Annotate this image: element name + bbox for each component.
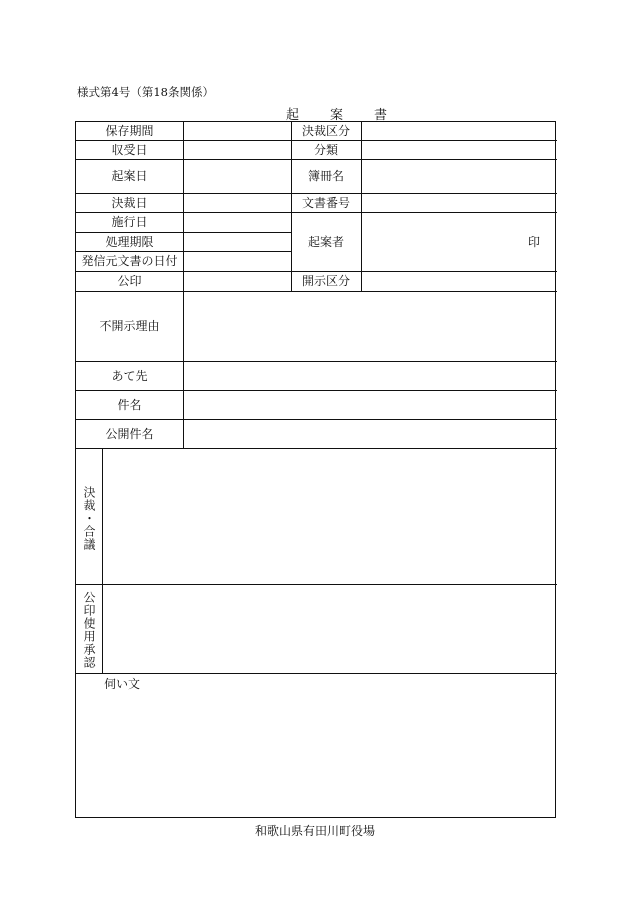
enforcement-date-label: 施行日 [111, 215, 148, 229]
retention-period-value[interactable] [184, 122, 291, 140]
classification-label: 分類 [313, 142, 338, 157]
document-number-value[interactable] [362, 193, 557, 212]
drafted-date-value[interactable] [184, 159, 291, 193]
nondisclosure-reason-field[interactable] [184, 291, 557, 361]
document-number-label: 文書番号 [301, 195, 350, 210]
ledger-name-value[interactable] [362, 159, 557, 193]
inquiry-text-label: 伺い文 [104, 677, 141, 691]
received-date-value[interactable] [184, 140, 291, 159]
seal-use-approval-area[interactable] [103, 584, 557, 673]
sender-doc-date-value[interactable] [184, 251, 291, 271]
decision-date-value[interactable] [184, 193, 291, 212]
retention-period-label: 保存期間 [105, 124, 154, 138]
form-number: 様式第4号（第18条関係） [77, 85, 214, 99]
enforcement-date-value[interactable] [184, 212, 291, 232]
drafter-label: 起案者 [307, 234, 344, 249]
ledger-name-label: 簿冊名 [307, 169, 344, 183]
document-title: 起 案 書 [286, 108, 397, 123]
official-seal-value[interactable] [184, 271, 291, 291]
processing-deadline-label: 処理期限 [105, 234, 154, 249]
drafted-date-label: 起案日 [111, 169, 148, 183]
public-subject-field[interactable] [184, 419, 557, 448]
official-seal-label: 公印 [117, 274, 142, 288]
decision-category-value[interactable] [362, 122, 557, 140]
processing-deadline-value[interactable] [184, 232, 291, 251]
issuer-footer: 和歌山県有田川町役場 [254, 824, 375, 838]
seal-use-approval-label: 公印使用承認 [82, 591, 96, 669]
disclosure-category-value[interactable] [362, 271, 557, 291]
addressee-label: あて先 [111, 368, 148, 383]
seal-mark: 印 [527, 235, 540, 249]
subject-label: 件名 [117, 397, 142, 412]
draft-form [75, 121, 556, 818]
addressee-field[interactable] [184, 361, 557, 390]
disclosure-category-label: 開示区分 [301, 274, 350, 288]
subject-field[interactable] [184, 390, 557, 419]
classification-value[interactable] [362, 140, 557, 159]
public-subject-label: 公開件名 [105, 426, 154, 441]
decision-date-label: 決裁日 [111, 195, 148, 210]
nondisclosure-reason-label: 不開示理由 [99, 319, 160, 333]
sender-doc-date-label: 発信元文書の日付 [81, 254, 178, 268]
inquiry-text-area[interactable] [76, 692, 557, 817]
received-date-label: 収受日 [111, 142, 148, 157]
decision-category-label: 決裁区分 [301, 124, 350, 138]
approval-consultation-label: 決裁・合議 [82, 486, 96, 551]
approval-consultation-area[interactable] [103, 448, 557, 584]
